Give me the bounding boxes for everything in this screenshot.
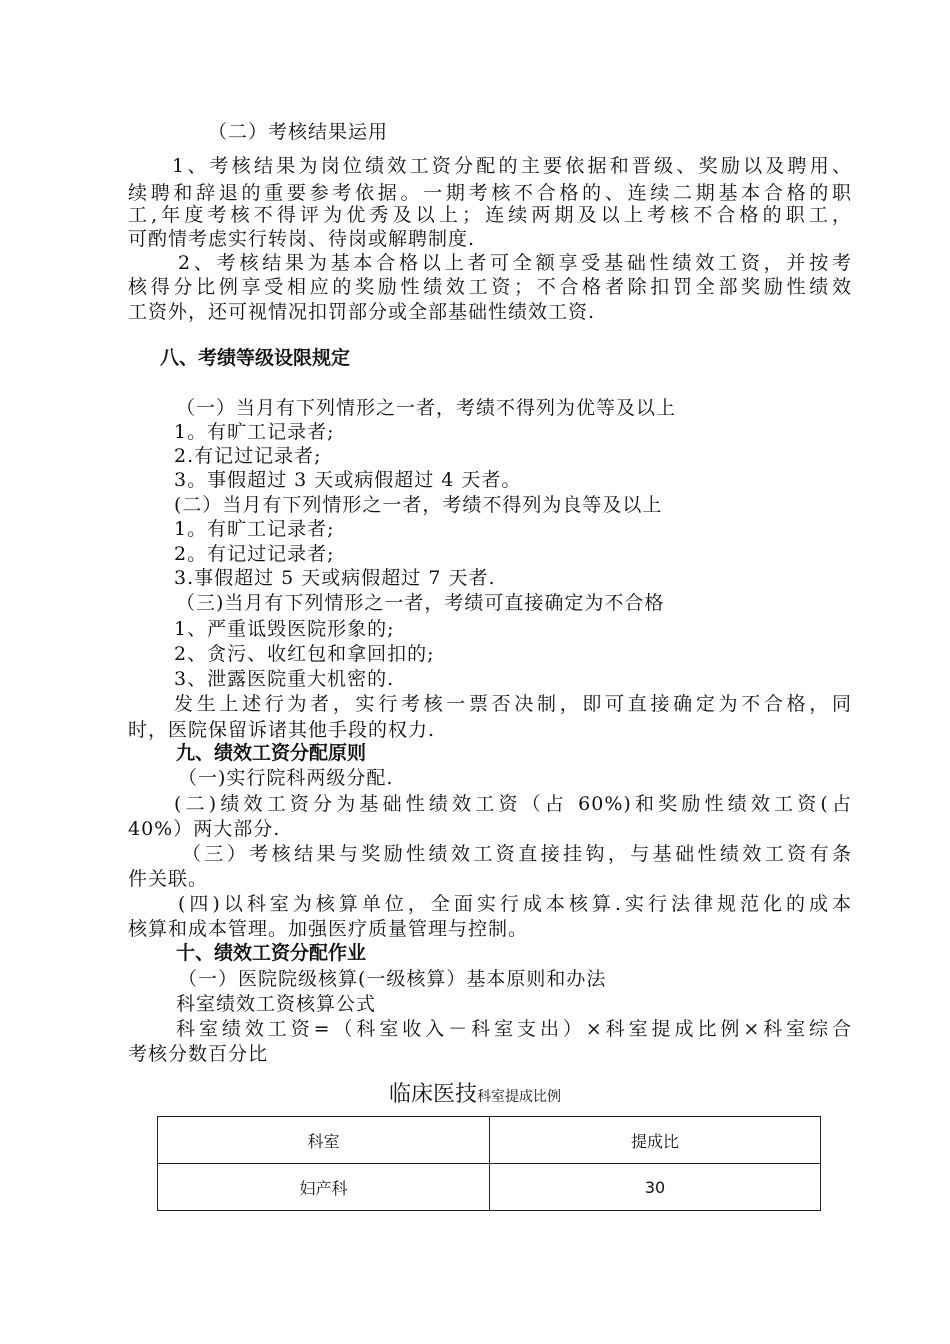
list-item: （三)当月有下列情形之一者，考绩可直接确定为不合格: [176, 592, 665, 614]
table-caption: [0, 1077, 950, 1108]
commission-ratio-table: [157, 1116, 821, 1211]
section-heading: 九、绩效工资分配原则: [176, 742, 367, 764]
section-heading: 十、绩效工资分配作业: [176, 942, 367, 964]
list-item: 1。有旷工记录者;: [174, 421, 335, 443]
table-header-row: [158, 1117, 821, 1164]
subsection-title: （二）考核结果运用: [208, 121, 389, 143]
paragraph-line: 核得分比例享受相应的奖励性绩效工资；不合格者除扣罚全部奖励性绩效: [128, 276, 852, 298]
list-item: 1。有旷工记录者;: [174, 518, 335, 540]
table-caption-sub: 科室提成比例: [477, 1089, 561, 1105]
paragraph-line: 件关联。: [128, 868, 209, 890]
list-item: (二）当月有下列情形之一者，考绩不得列为良等及以上: [174, 494, 663, 516]
paragraph-line: 2、考核结果为基本合格以上者可全额享受基础性绩效工资，并按考: [178, 252, 852, 274]
list-item: 2。有记过记录者;: [174, 543, 335, 565]
table-caption-main: 临床医技: [388, 1082, 477, 1107]
paragraph-line: （三）考核结果与奖励性绩效工资直接挂钩，与基础性绩效工资有条: [182, 843, 852, 865]
table-cell-department: 妇产科: [158, 1164, 490, 1211]
paragraph-line: 时，医院保留诉诸其他手段的权力.: [128, 719, 436, 741]
column-header-department: 科室: [158, 1117, 490, 1164]
paragraph-line: 工资外，还可视情况扣罚部分或全部基础性绩效工资.: [128, 301, 596, 323]
list-item: 2、贪污、收红包和拿回扣的;: [174, 643, 435, 665]
paragraph-line: 1、考核结果为岗位绩效工资分配的主要依据和晋级、奖励以及聘用、: [172, 155, 852, 177]
paragraph-line: 发生上述行为者，实行考核一票否决制，即可直接确定为不合格，同: [174, 693, 852, 715]
paragraph-line: 工,年度考核不得评为优秀及以上；连续两期及以上考核不合格的职工，: [128, 204, 852, 226]
list-item: （一）当月有下列情形之一者，考绩不得列为优等及以上: [176, 397, 677, 419]
list-item: 1、严重诋毁医院形象的;: [174, 618, 395, 640]
paragraph-line: 续聘和辞退的重要参考依据。一期考核不合格的、连续二期基本合格的职: [128, 182, 852, 204]
list-item: 3、泄露医院重大机密的.: [174, 668, 395, 690]
paragraph-line: 40%）两大部分.: [128, 818, 281, 840]
formula-line: 科室绩效工资=（科室收入－科室支出）×科室提成比例×科室综合: [176, 1018, 852, 1040]
paragraph-line: (四)以科室为核算单位，全面实行成本核算.实行法律规范化的成本: [178, 893, 852, 915]
paragraph-line: (二)绩效工资分为基础性绩效工资（占 60%)和奖励性绩效工资(占: [174, 793, 852, 815]
column-header-ratio: 提成比: [490, 1117, 821, 1164]
table-cell-ratio: 30: [490, 1164, 821, 1211]
list-item: （一）医院院级核算(一级核算）基本原则和办法: [178, 968, 607, 990]
paragraph-line: 核算和成本管理。加强医疗质量管理与控制。: [128, 918, 529, 940]
paragraph-line: 可酌情考虑实行转岗、待岗或解聘制度.: [128, 228, 476, 250]
list-item: （一)实行院科两级分配.: [178, 767, 394, 789]
section-heading: 八、考绩等级设限规定: [160, 347, 351, 369]
list-item: 3。事假超过 3 天或病假超过 4 天者。: [174, 469, 522, 491]
list-item: 2.有记过记录者;: [174, 445, 322, 467]
list-item: 3.事假超过 5 天或病假超过 7 天者.: [174, 567, 496, 589]
formula-title: 科室绩效工资核算公式: [176, 993, 377, 1015]
table-row: [158, 1164, 821, 1211]
formula-line: 考核分数百分比: [128, 1043, 269, 1065]
